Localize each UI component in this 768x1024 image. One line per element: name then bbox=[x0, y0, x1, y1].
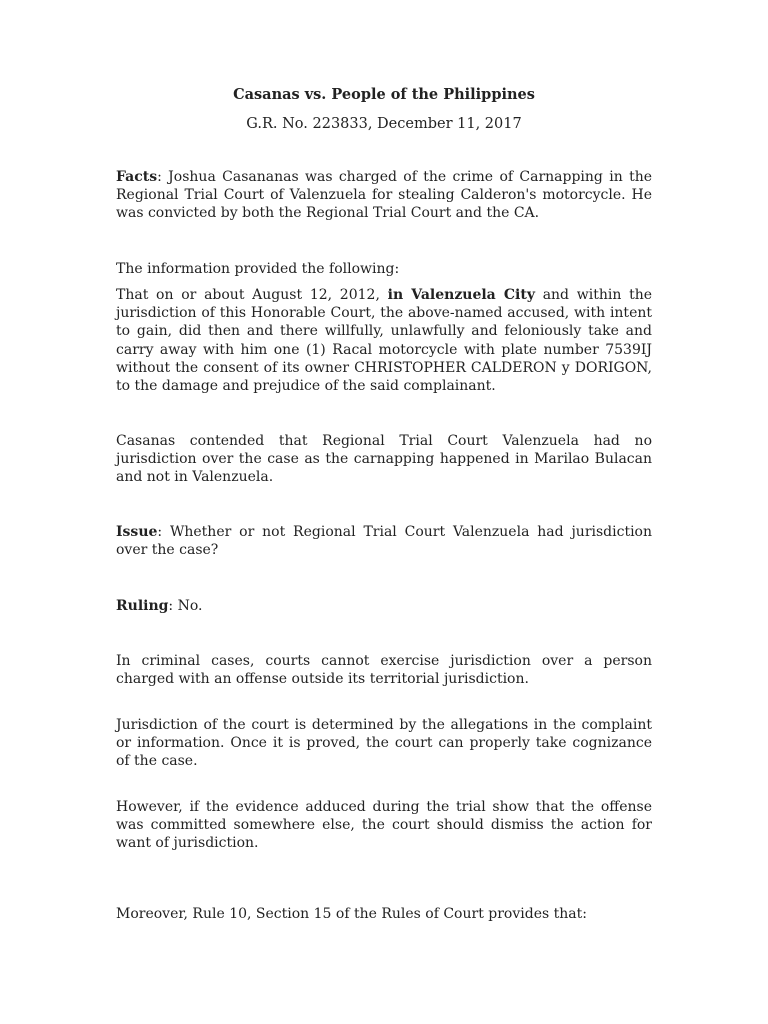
body-paragraph: In criminal cases, courts cannot exercise jurisdiction over a person charged with an offense outside its territorial jurisdiction. bbox=[116, 653, 652, 688]
facts-text: : Joshua Casananas was charged of the crime of Carnapping in the Regional Trial Court of Valenzuela for stealing Calderon's motorcycle. He was convicted by both the Regional Trial Court and the CA. bbox=[116, 169, 652, 222]
body-paragraph: However, if the evidence adduced during the trial show that the offense was committed somewhere else, the court should dismiss the action for want of jurisdiction. bbox=[116, 799, 652, 852]
ruling-label: Ruling bbox=[116, 598, 169, 614]
body-paragraph: Jurisdiction of the court is determined by the allegations in the complaint or information. Once it is proved, the court can properly take cognizance of the case. bbox=[116, 717, 652, 770]
contention-paragraph: Casanas contended that Regional Trial Court Valenzuela had no jurisdiction over the case as the carnapping happened in Marilao Bulacan and not in Valenzuela. bbox=[116, 433, 652, 486]
body-paragraph: Moreover, Rule 10, Section 15 of the Rules of Court provides that: bbox=[116, 906, 587, 922]
quote-after: and within the jurisdiction of this Honorable Court, the above-named accused, with intent to gain, did then and there willfully, unlawfully and feloniously take and carry away with him one (1) Racal motorcycle with plate number 7539IJ without the consent of its owner CHRISTOPHER CALDERON y DORIGON, to the damage and prejudice of the said complainant. bbox=[116, 287, 652, 395]
information-quote bbox=[116, 286, 652, 395]
information-intro: The information provided the following: bbox=[116, 261, 400, 277]
quote-before: That on or about August 12, 2012, bbox=[116, 287, 388, 303]
quote-emphasis: in Valenzuela City bbox=[387, 287, 535, 303]
issue-label: Issue bbox=[116, 524, 158, 540]
facts-label: Facts bbox=[116, 169, 158, 185]
ruling-text: : No. bbox=[168, 598, 203, 614]
facts-paragraph bbox=[116, 168, 652, 223]
ruling-paragraph bbox=[116, 597, 652, 615]
issue-paragraph bbox=[116, 523, 652, 559]
issue-text: : Whether or not Regional Trial Court Valenzuela had jurisdiction over the case? bbox=[116, 524, 652, 559]
case-title: Casanas vs. People of the Philippines bbox=[233, 86, 535, 103]
case-citation: G.R. No. 223833, December 11, 2017 bbox=[246, 116, 522, 132]
